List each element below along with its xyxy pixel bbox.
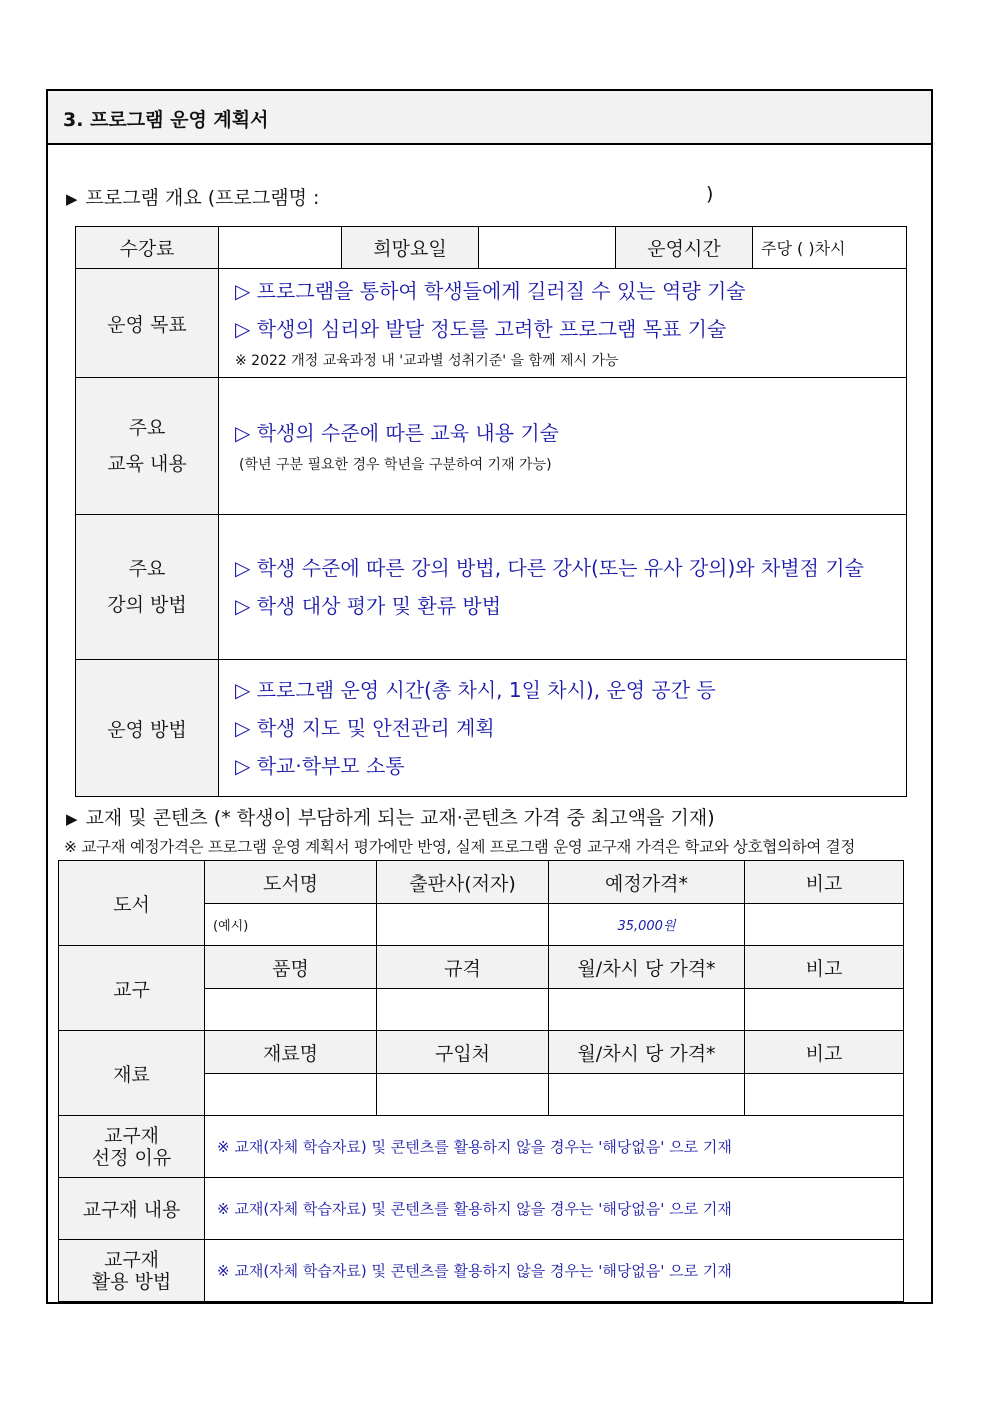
triangle-bullet-icon: ▶ <box>66 190 78 208</box>
method-line: ▷ 학생 수준에 따른 강의 방법, 다른 강사(또는 유사 강의)와 차별점 기술 <box>235 556 864 580</box>
material-source-value[interactable] <box>377 1074 549 1116</box>
fee-label: 수강료 <box>76 227 219 269</box>
section-title: 3. 프로그램 운영 계획서 <box>63 109 269 131</box>
material-price-value[interactable] <box>549 1074 745 1116</box>
operation-cell[interactable] <box>219 660 907 797</box>
materials-note: ※ 교구재 예정가격은 프로그램 운영 계획서 평가에만 반영, 실제 프로그램 운영 교구재 가격은 학교와 상호협의하여 결정 <box>64 838 856 856</box>
tool-spec-value[interactable] <box>377 989 549 1031</box>
method-label: 주요 강의 방법 <box>76 515 219 660</box>
goal-note: ※ 2022 개정 교육과정 내 '교과별 성취기준' 을 함께 제시 가능 <box>235 353 619 369</box>
usage-note[interactable]: ※ 교재(자체 학습자료) 및 콘텐츠를 활용하지 않을 경우는 '해당없음' 으로 기재 <box>205 1240 904 1302</box>
book-header-price: 예정가격* <box>549 861 745 904</box>
content-note: (학년 구분 필요한 경우 학년을 구분하여 기재 가능) <box>239 457 552 473</box>
book-remarks-value[interactable] <box>745 904 904 946</box>
book-header-publisher: 출판사(저자) <box>377 861 549 904</box>
tool-remarks-value[interactable] <box>745 989 904 1031</box>
method-cell[interactable] <box>219 515 907 660</box>
material-label: 재료 <box>59 1031 205 1116</box>
tool-header-name: 품명 <box>205 946 377 989</box>
overview-table <box>75 226 907 797</box>
content-cell[interactable] <box>219 378 907 515</box>
day-label: 희망요일 <box>342 227 479 269</box>
tool-label: 교구 <box>59 946 205 1031</box>
tool-header-price: 월/차시 당 가격* <box>549 946 745 989</box>
operation-line: ▷ 학생 지도 및 안전관리 계획 <box>235 716 495 740</box>
goal-label: 운영 목표 <box>76 269 219 378</box>
operation-line: ▷ 학교·학부모 소통 <box>235 754 405 778</box>
method-line: ▷ 학생 대상 평가 및 환류 방법 <box>235 594 502 618</box>
usage-label: 교구재 활용 방법 <box>59 1240 205 1302</box>
book-header-title: 도서명 <box>205 861 377 904</box>
book-example[interactable]: (예시) <box>205 904 377 946</box>
content-label: 주요 교육 내용 <box>76 378 219 515</box>
section-header <box>48 91 931 145</box>
book-header-remarks: 비고 <box>745 861 904 904</box>
triangle-bullet-icon: ▶ <box>66 810 78 828</box>
tool-price-value[interactable] <box>549 989 745 1031</box>
goal-line: ▷ 프로그램을 통하여 학생들에게 길러질 수 있는 역량 기술 <box>235 279 746 303</box>
reason-label: 교구재 선정 이유 <box>59 1116 205 1178</box>
overview-heading: ▶ 프로그램 개요 (프로그램명 : <box>66 187 320 209</box>
material-name-value[interactable] <box>205 1074 377 1116</box>
material-remarks-value[interactable] <box>745 1074 904 1116</box>
material-header-remarks: 비고 <box>745 1031 904 1074</box>
book-label: 도서 <box>59 861 205 946</box>
overview-heading-close: ) <box>706 183 714 205</box>
material-content-label: 교구재 내용 <box>59 1178 205 1240</box>
time-value[interactable]: 주당 ( )차시 <box>753 227 907 269</box>
day-value[interactable] <box>479 227 616 269</box>
materials-heading: ▶ 교재 및 콘텐츠 (* 학생이 부담하게 되는 교재·콘텐츠 가격 중 최고액을 기재) <box>66 807 715 829</box>
tool-header-spec: 규격 <box>377 946 549 989</box>
content-line: ▷ 학생의 수준에 따른 교육 내용 기술 <box>235 421 560 445</box>
book-publisher-value[interactable] <box>377 904 549 946</box>
reason-note[interactable]: ※ 교재(자체 학습자료) 및 콘텐츠를 활용하지 않을 경우는 '해당없음' 으로 기재 <box>205 1116 904 1178</box>
time-label: 운영시간 <box>616 227 753 269</box>
goal-content[interactable] <box>219 269 907 378</box>
operation-label: 운영 방법 <box>76 660 219 797</box>
tool-name-value[interactable] <box>205 989 377 1031</box>
book-price-value[interactable]: 35,000원 <box>549 904 745 946</box>
fee-value[interactable] <box>219 227 342 269</box>
goal-line: ▷ 학생의 심리와 발달 정도를 고려한 프로그램 목표 기술 <box>235 317 727 341</box>
material-content-note[interactable]: ※ 교재(자체 학습자료) 및 콘텐츠를 활용하지 않을 경우는 '해당없음' 으로 기재 <box>205 1178 904 1240</box>
material-header-source: 구입처 <box>377 1031 549 1074</box>
material-header-price: 월/차시 당 가격* <box>549 1031 745 1074</box>
tool-header-remarks: 비고 <box>745 946 904 989</box>
materials-table <box>58 860 904 1302</box>
material-header-name: 재료명 <box>205 1031 377 1074</box>
operation-line: ▷ 프로그램 운영 시간(총 차시, 1일 차시), 운영 공간 등 <box>235 678 716 702</box>
